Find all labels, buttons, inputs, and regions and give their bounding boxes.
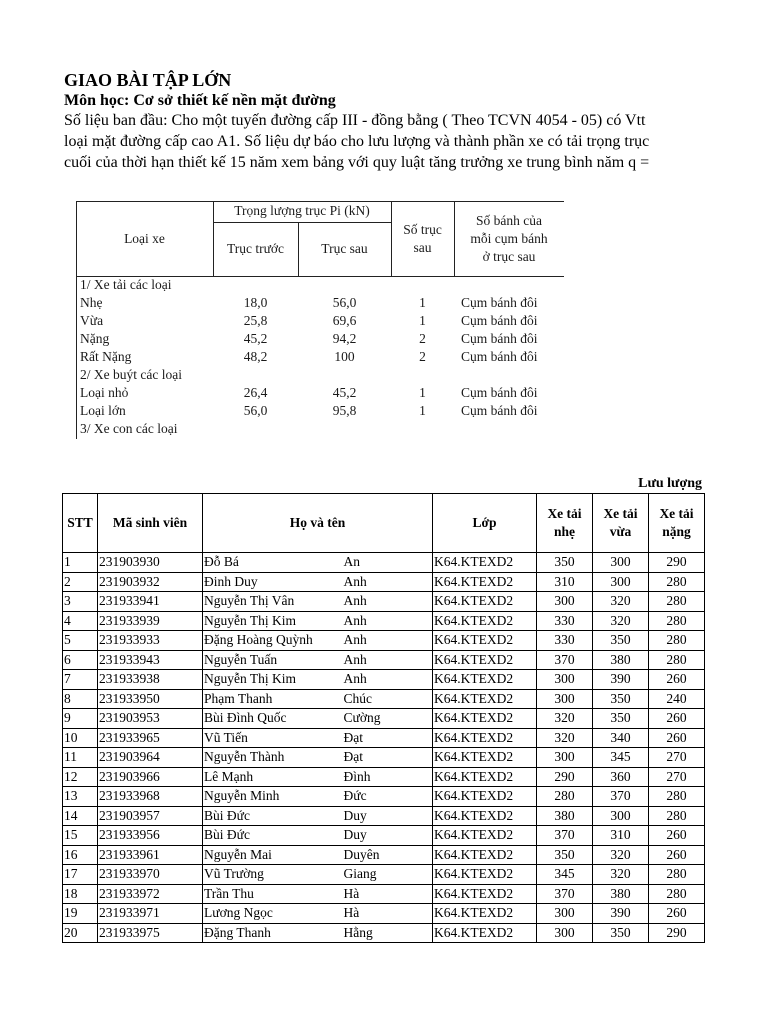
table-row [63, 553, 705, 573]
student-id-cell: 231933950 [98, 689, 203, 709]
surname-cell: Nguyễn Thành [203, 748, 343, 768]
table-row [63, 904, 705, 924]
surname-cell: Nguyễn Tuấn [203, 650, 343, 670]
medium-truck-cell: 350 [593, 631, 649, 651]
flow-label: Lưu lượng [638, 476, 702, 491]
students-table [62, 493, 705, 943]
axle-row-front: 56,0 [243, 403, 268, 418]
student-id-cell: 231903932 [98, 572, 203, 592]
given-name-cell: Đạt [343, 748, 433, 768]
axle-row-count: 1 [419, 385, 426, 400]
axle-row-rear: 56,0 [332, 295, 357, 310]
axle-row-wheels: Cụm bánh đôi [461, 295, 538, 310]
light-truck-cell: 350 [537, 845, 593, 865]
axle-header-wheels-3: ở trục sau [482, 249, 536, 264]
heavy-truck-cell: 280 [649, 572, 705, 592]
surname-cell: Bùi Đình Quốc [203, 709, 343, 729]
heavy-truck-cell: 280 [649, 611, 705, 631]
axle-row-front: 25,8 [243, 313, 268, 328]
given-name-cell: Anh [343, 592, 433, 612]
intro-line-3: cuối của thời hạn thiết kế 15 năm xem bảng với quy luật tăng trưởng xe trung bình năm q = [64, 154, 650, 171]
header-heavy-truck: Xe tải nặng [649, 494, 705, 553]
axle-header-axle-weight: Trọng lượng trục Pi (kN) [234, 203, 370, 218]
surname-cell: Lê Mạnh [203, 767, 343, 787]
heavy-truck-cell: 280 [649, 592, 705, 612]
axle-row-rear: 94,2 [332, 331, 357, 346]
stt-cell: 10 [63, 728, 98, 748]
students-body [63, 553, 705, 943]
table-row [63, 572, 705, 592]
student-id-cell: 231903953 [98, 709, 203, 729]
heavy-truck-cell: 270 [649, 748, 705, 768]
intro-line-2: loại mặt đường cấp cao A1. Số liệu dự báo cho lưu lượng và thành phần xe có tải trọng trục [64, 133, 650, 150]
medium-truck-cell: 350 [593, 689, 649, 709]
surname-cell: Vũ Trường [203, 865, 343, 885]
axle-row-front: 45,2 [243, 331, 268, 346]
light-truck-cell: 300 [537, 748, 593, 768]
student-id-cell: 231903957 [98, 806, 203, 826]
surname-cell: Nguyễn Thị Vân [203, 592, 343, 612]
medium-truck-cell: 320 [593, 592, 649, 612]
light-truck-cell: 330 [537, 611, 593, 631]
axle-row-count: 2 [419, 331, 426, 346]
medium-truck-cell: 300 [593, 553, 649, 573]
light-truck-cell: 350 [537, 553, 593, 573]
student-id-cell: 231933938 [98, 670, 203, 690]
heavy-truck-cell: 260 [649, 728, 705, 748]
medium-truck-cell: 320 [593, 865, 649, 885]
heavy-truck-cell: 280 [649, 806, 705, 826]
class-cell: K64.KTEXD2 [433, 904, 537, 924]
student-id-cell: 231933939 [98, 611, 203, 631]
class-cell: K64.KTEXD2 [433, 748, 537, 768]
given-name-cell: Hằng [343, 923, 433, 943]
axle-row-front: 48,2 [243, 349, 268, 364]
stt-cell: 13 [63, 787, 98, 807]
table-row [63, 767, 705, 787]
student-id-cell: 231933968 [98, 787, 203, 807]
axle-header-rear-count-1: Số trục [403, 222, 442, 237]
given-name-cell: Duyên [343, 845, 433, 865]
medium-truck-cell: 390 [593, 670, 649, 690]
light-truck-cell: 370 [537, 884, 593, 904]
class-cell: K64.KTEXD2 [433, 689, 537, 709]
heavy-truck-cell: 260 [649, 904, 705, 924]
surname-cell: Đặng Hoàng Quỳnh [203, 631, 343, 651]
given-name-cell: Anh [343, 650, 433, 670]
surname-cell: Bùi Đức [203, 826, 343, 846]
heavy-truck-cell: 260 [649, 709, 705, 729]
light-truck-cell: 300 [537, 923, 593, 943]
student-id-cell: 231933965 [98, 728, 203, 748]
header-full-name: Họ và tên [203, 494, 433, 553]
given-name-cell: Duy [343, 826, 433, 846]
table-row [63, 728, 705, 748]
class-cell: K64.KTEXD2 [433, 845, 537, 865]
axle-row-count: 1 [419, 313, 426, 328]
light-truck-cell: 330 [537, 631, 593, 651]
intro-line-1: Số liệu ban đầu: Cho một tuyến đường cấp III - đồng bằng ( Theo TCVN 4054 - 05) có Vtt [64, 112, 646, 129]
student-id-cell: 231933970 [98, 865, 203, 885]
surname-cell: Đinh Duy [203, 572, 343, 592]
header-light-truck: Xe tải nhẹ [537, 494, 593, 553]
surname-cell: Trần Thu [203, 884, 343, 904]
stt-cell: 9 [63, 709, 98, 729]
header-class: Lớp [433, 494, 537, 553]
surname-cell: Nguyễn Thị Kim [203, 670, 343, 690]
header-student-id: Mã sinh viên [98, 494, 203, 553]
student-id-cell: 231933933 [98, 631, 203, 651]
stt-cell: 16 [63, 845, 98, 865]
medium-truck-cell: 370 [593, 787, 649, 807]
axle-header-wheels-2: mỗi cụm bánh [470, 231, 548, 246]
given-name-cell: An [343, 553, 433, 573]
given-name-cell: Chúc [343, 689, 433, 709]
document-title: GIAO BÀI TẬP LỚN [64, 70, 232, 90]
light-truck-cell: 345 [537, 865, 593, 885]
table-row [63, 592, 705, 612]
medium-truck-cell: 310 [593, 826, 649, 846]
stt-cell: 17 [63, 865, 98, 885]
class-cell: K64.KTEXD2 [433, 553, 537, 573]
table-row [63, 631, 705, 651]
table-row [63, 787, 705, 807]
surname-cell: Nguyễn Thị Kim [203, 611, 343, 631]
students-header-row [63, 494, 705, 553]
table-row [63, 865, 705, 885]
class-cell: K64.KTEXD2 [433, 767, 537, 787]
given-name-cell: Duy [343, 806, 433, 826]
class-cell: K64.KTEXD2 [433, 631, 537, 651]
light-truck-cell: 320 [537, 709, 593, 729]
class-cell: K64.KTEXD2 [433, 670, 537, 690]
student-id-cell: 231903966 [98, 767, 203, 787]
given-name-cell: Đạt [343, 728, 433, 748]
class-cell: K64.KTEXD2 [433, 709, 537, 729]
header-stt: STT [63, 494, 98, 553]
axle-row-rear: 69,6 [332, 313, 357, 328]
class-cell: K64.KTEXD2 [433, 806, 537, 826]
table-row [63, 923, 705, 943]
axle-row-wheels: Cụm bánh đôi [461, 403, 538, 418]
student-id-cell: 231903930 [98, 553, 203, 573]
table-row [63, 826, 705, 846]
light-truck-cell: 320 [537, 728, 593, 748]
axle-row-wheels: Cụm bánh đôi [461, 331, 538, 346]
heavy-truck-cell: 280 [649, 884, 705, 904]
axle-header-wheels-1: Số bánh của [476, 213, 542, 228]
light-truck-cell: 310 [537, 572, 593, 592]
given-name-cell: Hà [343, 904, 433, 924]
axle-row-name: Loại lớn [80, 403, 126, 418]
stt-cell: 14 [63, 806, 98, 826]
medium-truck-cell: 300 [593, 572, 649, 592]
heavy-truck-cell: 280 [649, 631, 705, 651]
student-id-cell: 231933971 [98, 904, 203, 924]
light-truck-cell: 300 [537, 592, 593, 612]
light-truck-cell: 380 [537, 806, 593, 826]
heavy-truck-cell: 260 [649, 826, 705, 846]
stt-cell: 4 [63, 611, 98, 631]
light-truck-cell: 370 [537, 826, 593, 846]
given-name-cell: Giang [343, 865, 433, 885]
table-row [63, 689, 705, 709]
surname-cell: Nguyễn Mai [203, 845, 343, 865]
axle-row-rear: 45,2 [332, 385, 357, 400]
student-id-cell: 231933941 [98, 592, 203, 612]
stt-cell: 20 [63, 923, 98, 943]
axle-row-count: 1 [419, 403, 426, 418]
axle-section-buses: 2/ Xe buýt các loại [80, 367, 182, 382]
class-cell: K64.KTEXD2 [433, 826, 537, 846]
student-id-cell: 231933956 [98, 826, 203, 846]
heavy-truck-cell: 290 [649, 923, 705, 943]
axle-header-rear-count-2: sau [413, 240, 432, 255]
class-cell: K64.KTEXD2 [433, 592, 537, 612]
class-cell: K64.KTEXD2 [433, 923, 537, 943]
given-name-cell: Anh [343, 670, 433, 690]
surname-cell: Vũ Tiến [203, 728, 343, 748]
surname-cell: Phạm Thanh [203, 689, 343, 709]
student-id-cell: 231903964 [98, 748, 203, 768]
surname-cell: Đỗ Bá [203, 553, 343, 573]
stt-cell: 11 [63, 748, 98, 768]
axle-load-table [72, 201, 564, 439]
surname-cell: Đặng Thanh [203, 923, 343, 943]
axle-header-vehicle-type: Loại xe [124, 231, 165, 246]
student-id-cell: 231933975 [98, 923, 203, 943]
axle-row-name: Vừa [80, 313, 104, 328]
axle-row-name: Nhẹ [80, 295, 103, 310]
given-name-cell: Hà [343, 884, 433, 904]
medium-truck-cell: 340 [593, 728, 649, 748]
subject-line: Môn học: Cơ sở thiết kế nền mặt đường [64, 92, 336, 109]
table-row [63, 709, 705, 729]
light-truck-cell: 300 [537, 904, 593, 924]
stt-cell: 12 [63, 767, 98, 787]
medium-truck-cell: 350 [593, 709, 649, 729]
heavy-truck-cell: 270 [649, 767, 705, 787]
light-truck-cell: 300 [537, 689, 593, 709]
surname-cell: Bùi Đức [203, 806, 343, 826]
heavy-truck-cell: 280 [649, 865, 705, 885]
given-name-cell: Đình [343, 767, 433, 787]
stt-cell: 19 [63, 904, 98, 924]
given-name-cell: Cường [343, 709, 433, 729]
stt-cell: 6 [63, 650, 98, 670]
heavy-truck-cell: 240 [649, 689, 705, 709]
medium-truck-cell: 350 [593, 923, 649, 943]
student-id-cell: 231933972 [98, 884, 203, 904]
medium-truck-cell: 380 [593, 884, 649, 904]
stt-cell: 3 [63, 592, 98, 612]
given-name-cell: Anh [343, 572, 433, 592]
given-name-cell: Anh [343, 631, 433, 651]
medium-truck-cell: 360 [593, 767, 649, 787]
medium-truck-cell: 380 [593, 650, 649, 670]
axle-row-name: Nặng [80, 331, 110, 346]
axle-row-rear: 100 [334, 349, 355, 364]
axle-row-count: 2 [419, 349, 426, 364]
table-row [63, 611, 705, 631]
given-name-cell: Đức [343, 787, 433, 807]
stt-cell: 7 [63, 670, 98, 690]
student-id-cell: 231933961 [98, 845, 203, 865]
medium-truck-cell: 300 [593, 806, 649, 826]
class-cell: K64.KTEXD2 [433, 865, 537, 885]
medium-truck-cell: 320 [593, 845, 649, 865]
light-truck-cell: 300 [537, 670, 593, 690]
axle-row-name: Rất Nặng [80, 349, 132, 364]
class-cell: K64.KTEXD2 [433, 572, 537, 592]
student-id-cell: 231933943 [98, 650, 203, 670]
surname-cell: Nguyễn Minh [203, 787, 343, 807]
heavy-truck-cell: 290 [649, 553, 705, 573]
table-row [63, 670, 705, 690]
table-row [63, 650, 705, 670]
medium-truck-cell: 345 [593, 748, 649, 768]
table-row [63, 884, 705, 904]
given-name-cell: Anh [343, 611, 433, 631]
stt-cell: 2 [63, 572, 98, 592]
axle-row-wheels: Cụm bánh đôi [461, 313, 538, 328]
class-cell: K64.KTEXD2 [433, 884, 537, 904]
heavy-truck-cell: 260 [649, 670, 705, 690]
stt-cell: 1 [63, 553, 98, 573]
axle-row-count: 1 [419, 295, 426, 310]
stt-cell: 8 [63, 689, 98, 709]
class-cell: K64.KTEXD2 [433, 650, 537, 670]
heavy-truck-cell: 260 [649, 845, 705, 865]
axle-header-front-axle: Trục trước [226, 241, 285, 256]
header-medium-truck: Xe tải vừa [593, 494, 649, 553]
axle-row-front: 26,4 [243, 385, 268, 400]
class-cell: K64.KTEXD2 [433, 728, 537, 748]
axle-row-front: 18,0 [243, 295, 268, 310]
stt-cell: 5 [63, 631, 98, 651]
axle-row-name: Loại nhỏ [80, 385, 129, 400]
medium-truck-cell: 320 [593, 611, 649, 631]
axle-section-trucks: 1/ Xe tải các loại [80, 277, 172, 292]
class-cell: K64.KTEXD2 [433, 611, 537, 631]
heavy-truck-cell: 280 [649, 650, 705, 670]
heavy-truck-cell: 280 [649, 787, 705, 807]
axle-section-cars: 3/ Xe con các loại [80, 421, 178, 436]
table-row [63, 748, 705, 768]
stt-cell: 15 [63, 826, 98, 846]
table-row [63, 845, 705, 865]
surname-cell: Lương Ngọc [203, 904, 343, 924]
axle-row-wheels: Cụm bánh đôi [461, 385, 538, 400]
axle-row-wheels: Cụm bánh đôi [461, 349, 538, 364]
light-truck-cell: 370 [537, 650, 593, 670]
class-cell: K64.KTEXD2 [433, 787, 537, 807]
table-row [63, 806, 705, 826]
axle-header-rear-axle: Trục sau [321, 241, 368, 256]
light-truck-cell: 280 [537, 787, 593, 807]
axle-row-rear: 95,8 [332, 403, 357, 418]
light-truck-cell: 290 [537, 767, 593, 787]
medium-truck-cell: 390 [593, 904, 649, 924]
stt-cell: 18 [63, 884, 98, 904]
